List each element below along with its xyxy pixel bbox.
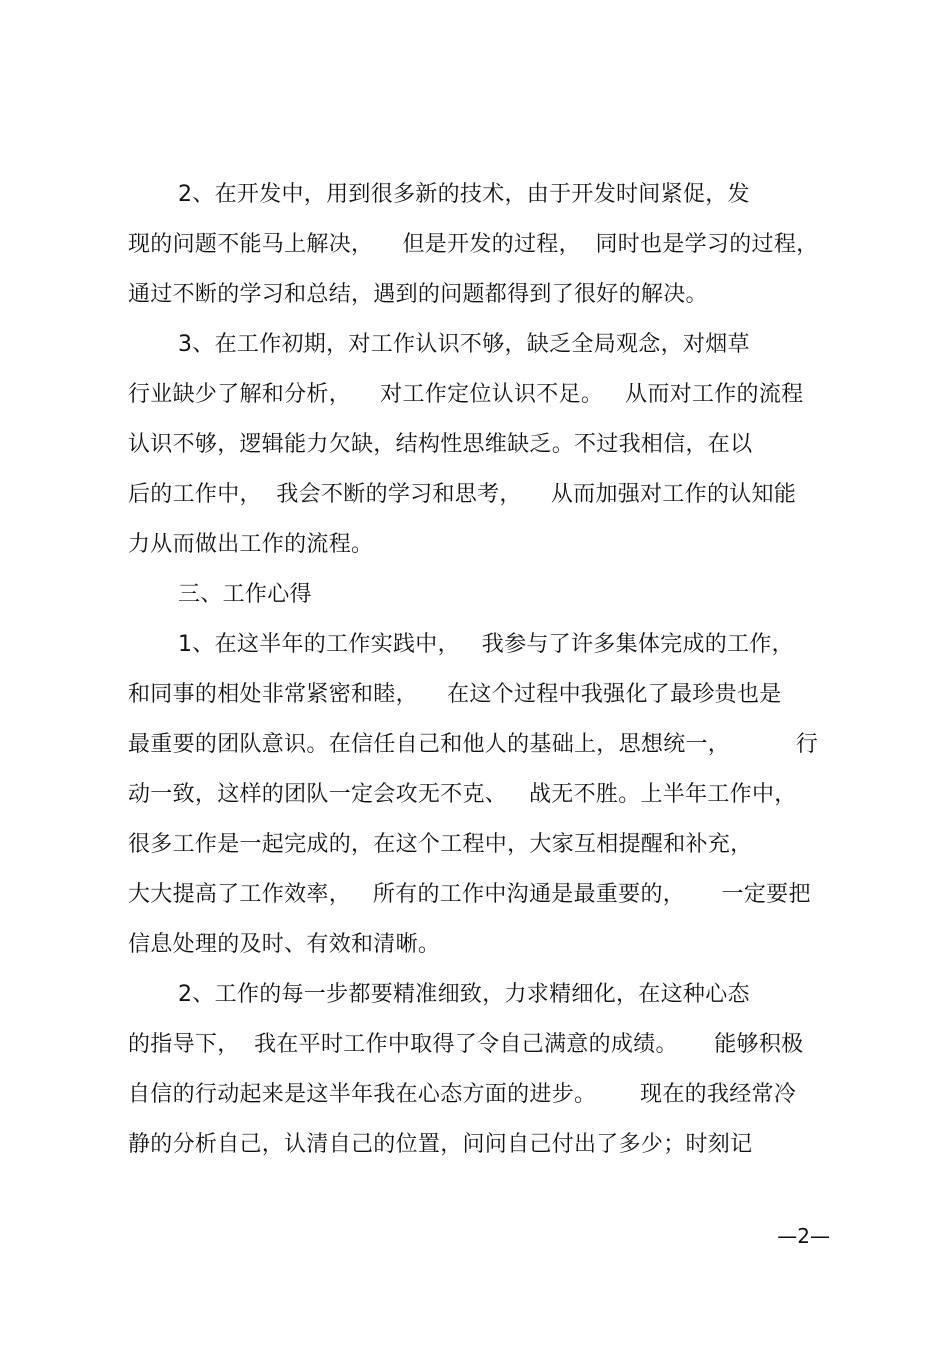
paragraph-line: 3、在工作初期，对工作认识不够，缺乏全局观念，对烟草 [178, 332, 750, 357]
paragraph-line: 最重要的团队意识。在信任自己和他人的基础上，思想统一， 行 [128, 732, 819, 757]
paragraph-line: 2、工作的每一步都要精准细致，力求精细化，在这种心态 [178, 982, 750, 1007]
paragraph-line: 自信的行动起来是这半年我在心态方面的进步。 现在的我经常冷 [128, 1082, 797, 1107]
paragraph-line: 很多工作是一起完成的，在这个工程中，大家互相提醒和补充， [128, 832, 753, 857]
paragraph-line: 动一致，这样的团队一定会攻无不克、 战无不胜。上半年工作中， [128, 782, 797, 807]
paragraph-line: 1、在这半年的工作实践中， 我参与了许多集体完成的工作， [178, 632, 794, 657]
paragraph-line: 通过不断的学习和总结，遇到的问题都得到了很好的解决。 [128, 282, 708, 307]
paragraph-line: 和同事的相处非常紧密和睦， 在这个过程中我强化了最珍贵也是 [128, 682, 782, 707]
paragraph-line: 的指导下， 我在平时工作中取得了令自己满意的成绩。 能够积极 [128, 1032, 804, 1057]
paragraph-line: 后的工作中， 我会不断的学习和思考， 从而加强对工作的认知能 [128, 482, 797, 507]
paragraph-line: 认识不够，逻辑能力欠缺，结构性思维缺乏。不过我相信，在以 [128, 432, 753, 457]
paragraph-line: 力从而做出工作的流程。 [128, 532, 374, 557]
page-number: —2— [777, 1224, 830, 1248]
paragraph-line: 大大提高了工作效率， 所有的工作中沟通是最重要的， 一定要把 [128, 882, 811, 907]
paragraph-line: 静的分析自己，认清自己的位置，问问自己付出了多少；时刻记 [128, 1132, 753, 1157]
paragraph-line: 行业缺少了解和分析， 对工作定位认识不足。 从而对工作的流程 [128, 382, 804, 407]
paragraph-line: 信息处理的及时、有效和清晰。 [128, 932, 441, 957]
paragraph-line: 2、在开发中，用到很多新的技术，由于开发时间紧促，发 [178, 182, 750, 207]
section-heading: 三、工作心得 [178, 582, 312, 607]
paragraph-line: 现的问题不能马上解决， 但是开发的过程， 同时也是学习的过程， [128, 232, 819, 257]
